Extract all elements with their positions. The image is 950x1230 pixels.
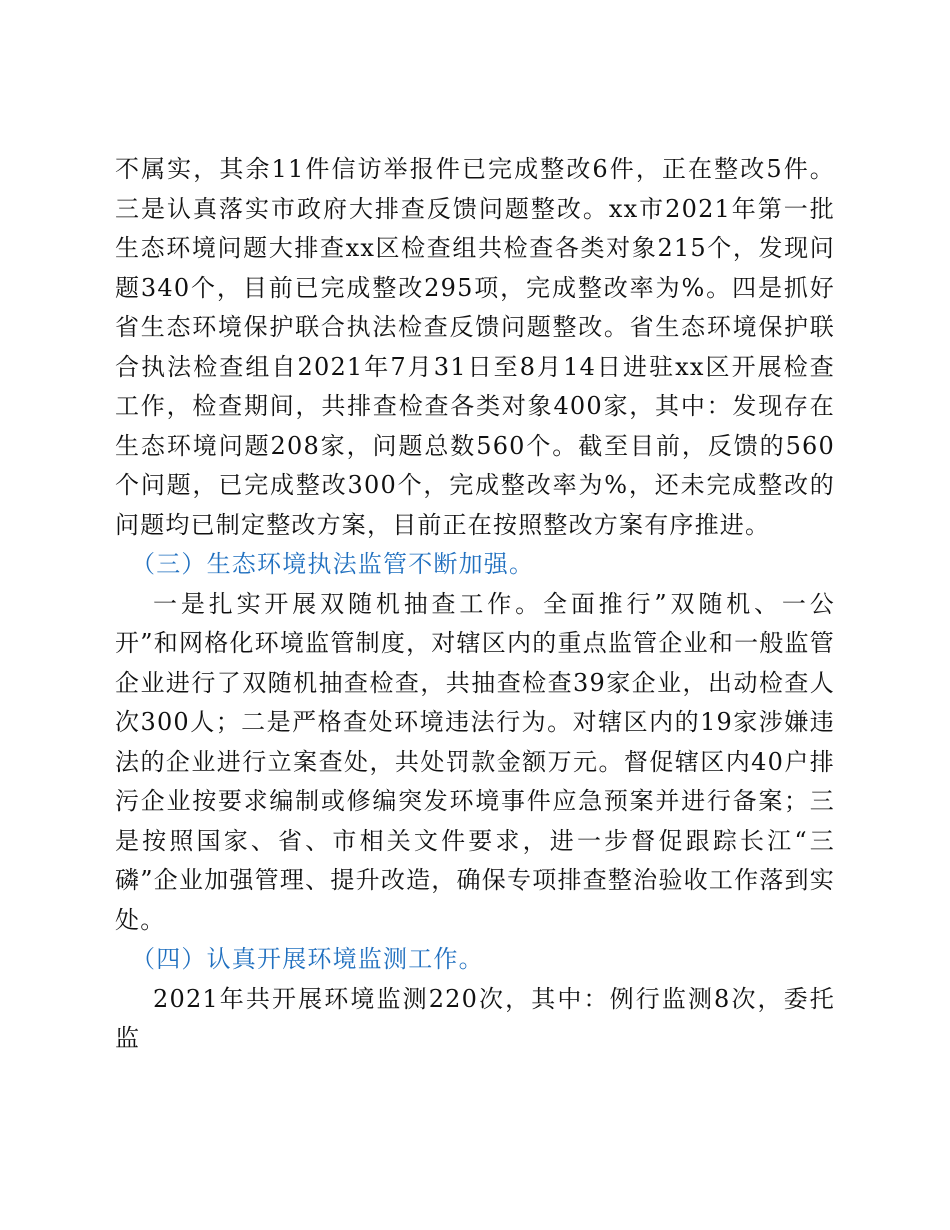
paragraph-enforcement: 一是扎实开展双随机抽查工作。全面推行”双随机、一公开”和网格化环境监管制度，对辖区内的重点监管企业和一般监管企业进行了双随机抽查检查，共抽查检查39家企业，出动检查人次300人；二是严格查处环境违法行为。对辖区内的19家涉嫌违法的企业进行立案查处，共处罚款金额万元。督促辖区内40户排污企业按要求编制或修编突发环境事件应急预案并进行备案；三是按照国家、省、市相关文件要求，进一步督促跟踪长江“三磷”企业加强管理、提升改造，确保专项排查整治验收工作落到实处。 <box>115 589 835 934</box>
section-heading-enforcement: （三）生态环境执法监管不断加强。 <box>131 550 535 578</box>
paragraph-rectification-progress: 不属实，其余11件信访举报件已完成整改6件，正在整改5件。三是认真落实市政府大排查反馈问题整改。xx市2021年第一批生态环境问题大排查xx区检查组共检查各类对象215个，发现问题340个，目前已完成整改295项，完成整改率为%。四是抓好省生态环境保护联合执法检查反馈问题整改。省生态环境保护联合执法检查组自2021年7月31日至8月14日进驻xx区开展检查工作，检查期间，共排查检查各类对象400家，其中：发现存在生态环境问题208家，问题总数560个。截至目前，反馈的560个问题，已完成整改300个，完成整改率为%，还未完成整改的问题均已制定整改方案，目前正在按照整改方案有序推进。 <box>115 155 835 539</box>
paragraph-monitoring: 2021年共开展环境监测220次，其中：例行监测8次，委托监 <box>115 984 835 1052</box>
section-heading-monitoring: （四）认真开展环境监测工作。 <box>131 945 484 973</box>
document-body <box>115 150 835 1059</box>
